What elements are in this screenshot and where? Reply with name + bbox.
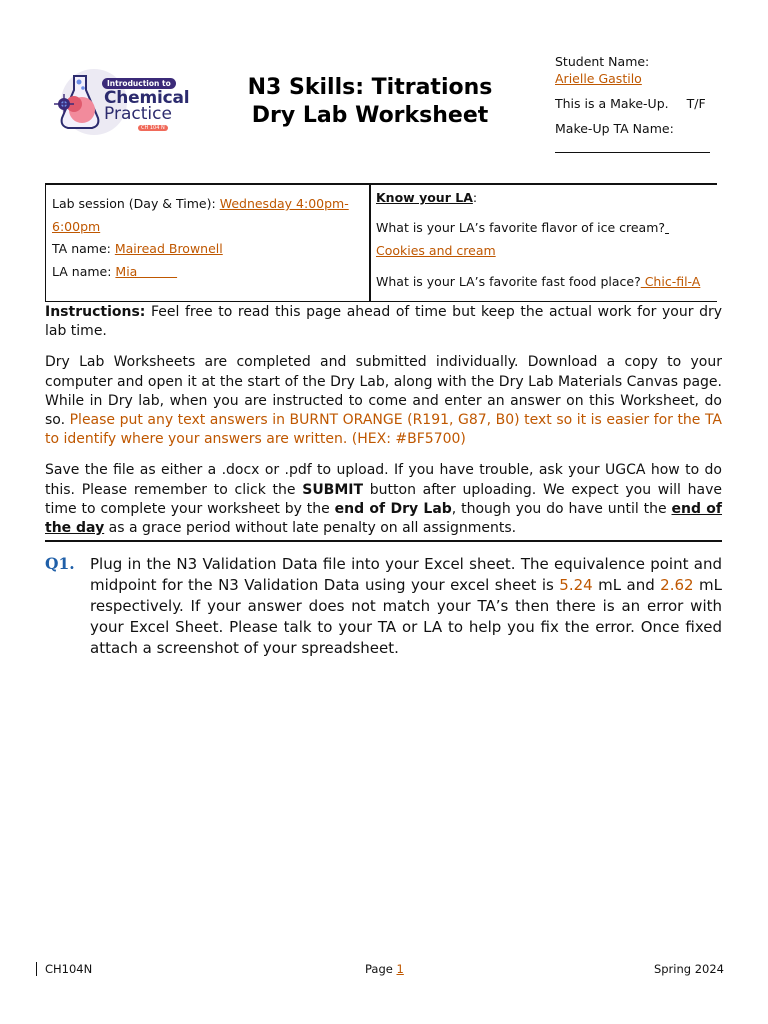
- makeup-label: This is a Make-Up.: [555, 96, 669, 111]
- know-la-heading: Know your LA: [376, 190, 473, 205]
- instructions-text: Feel free to read this page ahead of time but keep the actual work for your dry lab time.: [45, 304, 722, 340]
- worksheet-title: [222, 74, 518, 130]
- q1-text-2: mL and: [592, 576, 661, 594]
- footer-term: Spring 2024: [653, 962, 724, 976]
- know-la-colon: :: [472, 190, 478, 205]
- la-q1-gap: [665, 220, 669, 235]
- logo-code: CH 104 N: [138, 125, 168, 131]
- instructions-para-1: [45, 303, 722, 341]
- instructions-p3-c: , though you do have until the: [451, 500, 672, 517]
- logo-pill: Introduction to: [102, 78, 176, 89]
- la-answer-1[interactable]: Cookies and cream: [376, 243, 496, 258]
- instructions-p2-text: Dry Lab Worksheets are completed and submitted individually. Download a copy to your computer and open it at the start of the Dry Lab, along with the Dry Lab Materials Canvas page. While in Dry lab, when you are instructed to come and enter an answer on this Worksheet, do so.: [45, 354, 722, 429]
- la-name-field[interactable]: Mia: [115, 263, 178, 279]
- makeup-ta-label: Make-Up TA Name:: [555, 121, 674, 136]
- la-answer-2[interactable]: Chic-fil-A: [640, 274, 701, 289]
- instructions-p3-b: button after uploading. We expect you will have time to complete your worksheet by the: [45, 481, 722, 517]
- student-name-field[interactable]: Arielle Gastilo: [555, 71, 642, 86]
- la-q2-text: What is your LA’s favorite fast food place?: [376, 274, 641, 289]
- end-of-day-emphasis: end of the day: [45, 500, 722, 537]
- q1-text-3: mL respectively. If your answer does not match your TA’s then there is an error with your Excel Sheet. Please talk to your TA or LA to help you fix the error. Once fixed attach a screenshot of your spreadsheet.: [90, 576, 722, 657]
- ta-name-field[interactable]: Mairead Brownell: [114, 241, 223, 256]
- la-question-1: [376, 216, 716, 239]
- la-q1-text: What is your LA’s favorite flavor of ice cream?: [376, 220, 666, 235]
- session-info-table: [45, 183, 717, 302]
- lab-session-label: Lab session (Day & Time):: [52, 196, 220, 211]
- q1-text-1: Plug in the N3 Validation Data file into your Excel sheet. The equivalence point and midpoint for the N3 Validation Data using your excel sheet is: [90, 555, 722, 594]
- course-logo: [52, 66, 190, 144]
- makeup-row: [555, 96, 725, 113]
- know-la-cell: [376, 190, 716, 293]
- midpoint-answer[interactable]: 2.62: [660, 576, 694, 594]
- page-footer: [36, 962, 724, 978]
- equivalence-point-answer[interactable]: 5.24: [559, 576, 593, 594]
- table-left-border: [45, 185, 46, 302]
- instructions-p3-a: Save the file as either a .docx or .pdf to upload. If you have trouble, ask your UGCA how to do this. Please remember to click the: [45, 462, 722, 498]
- student-name-label: Student Name:: [555, 54, 650, 69]
- la-question-2: [376, 270, 716, 293]
- footer-bar: [36, 962, 37, 976]
- la-name-row: [52, 261, 362, 284]
- logo-line1: Chemical: [104, 88, 190, 108]
- question-body: [90, 554, 722, 659]
- ta-name-row: [52, 238, 362, 261]
- section-divider: [45, 540, 722, 542]
- ta-name-label: TA name:: [52, 241, 115, 256]
- table-bottom-border: [45, 301, 717, 302]
- session-cell: [52, 193, 362, 283]
- instructions-p3-d: as a grace period without late penalty on all assignments.: [104, 520, 517, 537]
- footer-page: [365, 962, 404, 976]
- footer-course: CH104N: [45, 962, 93, 976]
- instructions-p2-orange: Please put any text answers in BURNT ORANGE (R191, G87, B0) text so it is easier for the TA to identify where your answers are written. (HEX: #BF5700): [45, 412, 722, 448]
- makeup-tf-field[interactable]: T/F: [686, 96, 706, 111]
- instructions-para-2: [45, 353, 722, 449]
- student-info: [555, 54, 725, 153]
- title-line1: N3 Skills: Titrations: [247, 75, 493, 100]
- table-top-border: [45, 183, 717, 185]
- lab-session-row: [52, 193, 362, 238]
- instructions-section: [45, 303, 722, 538]
- submit-emphasis: SUBMIT: [302, 481, 364, 498]
- footer-page-number: 1: [396, 962, 404, 976]
- instructions-para-3: [45, 461, 722, 538]
- signature-line: [555, 152, 710, 153]
- footer-page-label: Page: [365, 962, 397, 976]
- end-dry-lab-emphasis: end of Dry Lab: [334, 500, 452, 517]
- makeup-ta-row: [555, 121, 725, 138]
- la-name-label: LA name:: [52, 263, 116, 279]
- question-number: Q1.: [45, 554, 75, 573]
- table-divider: [369, 185, 371, 302]
- instructions-label: Instructions:: [45, 304, 146, 320]
- lab-session-field[interactable]: Wednesday 4:00pm-6:00pm: [52, 196, 349, 234]
- logo-line2: Practice: [104, 104, 172, 124]
- title-line2: Dry Lab Worksheet: [251, 103, 489, 128]
